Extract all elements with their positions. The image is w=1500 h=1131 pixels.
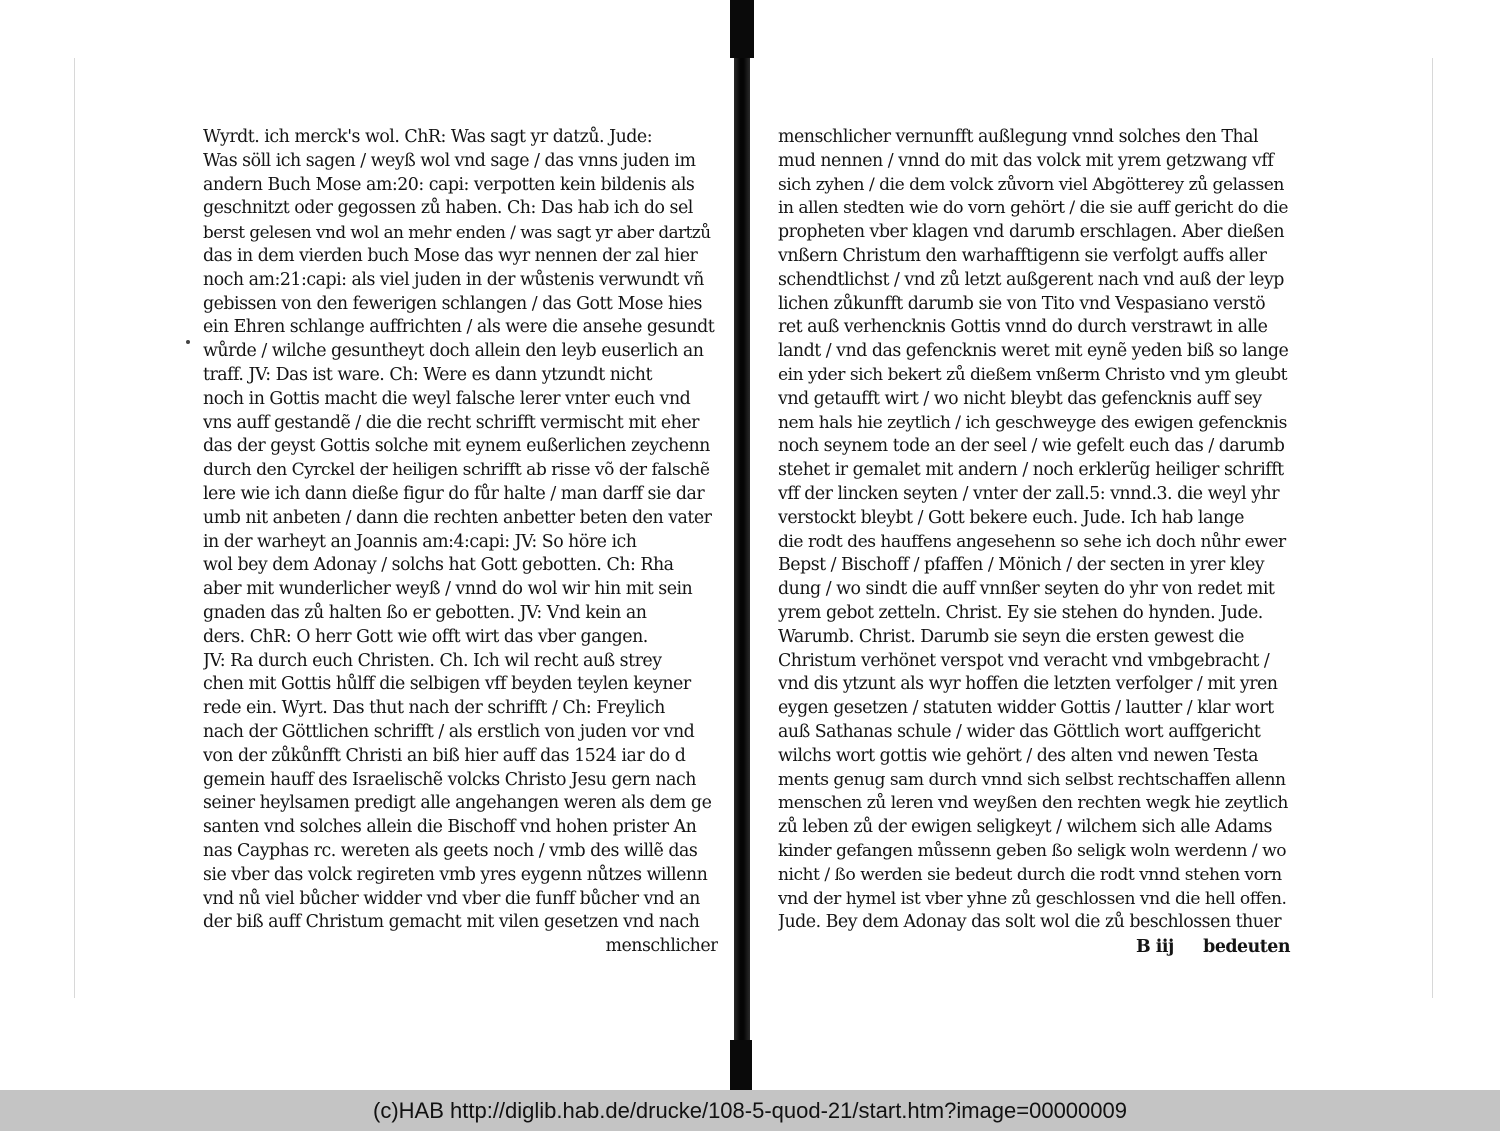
book-gutter bbox=[734, 0, 750, 1090]
left-page-text bbox=[203, 126, 718, 959]
right-page-line: eygen gesetzen / statuten widder Gottis / lautter / klar wort bbox=[778, 698, 1274, 719]
right-page-edge bbox=[1432, 58, 1433, 998]
left-page-line: das der geyst Gottis solche mit eynem eußerlichen zeychenn bbox=[203, 436, 710, 457]
left-page-line: ein Ehren schlange auffrichten / als were die ansehe gesundt bbox=[203, 317, 715, 338]
right-page-line: nicht / ßo werden sie bedeut durch die rodt vnnd stehen vorn bbox=[778, 864, 1282, 885]
right-page-line: auß Sathanas schule / wider das Göttlich wort auffgericht bbox=[778, 721, 1261, 742]
right-page-line: Christum verhönet verspot vnd veracht vnd vmbgebracht / bbox=[778, 650, 1270, 671]
right-page-line: vnßern Christum den warhafftigenn sie verfolgt auffs aller bbox=[778, 245, 1267, 266]
right-page-line: ments genug sam durch vnnd sich selbst rechtschaffen allenn bbox=[778, 769, 1286, 790]
left-page-line: gemein hauff des Israelischẽ volcks Christo Jesu gern nach bbox=[203, 769, 696, 790]
left-page-line: chen mit Gottis hůlff die selbigen vff beyden teylen keyner bbox=[203, 674, 691, 695]
left-page-line: santen vnd solches allein die Bischoff vnd hohen prister An bbox=[203, 817, 697, 838]
right-page-line: landt / vnd das gefencknis weret mit eynẽ yeden biß so lange bbox=[778, 341, 1289, 362]
left-page-line: wůrde / wilche gesuntheyt doch allein den leyb euserlich an bbox=[203, 341, 704, 362]
right-page-line: mud nennen / vnnd do mit das volck mit yrem getzwang vff bbox=[778, 150, 1274, 171]
right-page-line: in allen stedten wie do vorn gehört / die sie auff gericht do die bbox=[778, 198, 1288, 219]
left-page-line: aber mit wunderlicher weyß / vnnd do wol wir hin mit sein bbox=[203, 579, 693, 600]
right-page-line: schendtlichst / vnd zů letzt außgerent nach vnd auß der leyp bbox=[778, 269, 1284, 290]
left-page-line: gebissen von den fewerigen schlangen / das Gott Mose hies bbox=[203, 293, 702, 314]
left-page-line: geschnitzt oder gegossen zů haben. Ch: Das hab ich do sel bbox=[203, 198, 693, 219]
right-page-line: zů leben zů der ewigen seligkeyt / wilchem sich alle Adams bbox=[778, 817, 1272, 838]
right-page-line: ein yder sich bekert zů dießem vnßerm Christo vnd ym gleubt bbox=[778, 364, 1288, 385]
left-page-line: traff. JV: Das ist ware. Ch: Were es dann ytzundt nicht bbox=[203, 364, 652, 385]
catchword: bedeuten bbox=[1203, 937, 1290, 957]
left-page-line: von der zůkůnfft Christi an biß hier auff das 1524 iar do d bbox=[203, 745, 686, 766]
right-page-line: verstockt bleybt / Gott bekere euch. Jude. Ich hab lange bbox=[778, 507, 1244, 528]
left-page-line: JV: Ra durch euch Christen. Ch. Ich wil recht auß strey bbox=[203, 650, 662, 671]
left-page-line: nas Cayphas rc. wereten als geets noch / vmb des willẽ das bbox=[203, 840, 698, 861]
left-page-line: vnd nů viel bůcher widder vnd vber die funff bůcher vnd an bbox=[203, 888, 700, 909]
right-page-footer-line bbox=[1136, 937, 1290, 957]
right-page-line: die rodt des hauffens angesehenn so sehe ich doch nůhr ewer bbox=[778, 531, 1286, 552]
right-page-line: sich zyhen / die dem volck zůvorn viel Abgötterey zů gelassen bbox=[778, 174, 1284, 195]
gutter-bottom-shadow bbox=[730, 1040, 752, 1090]
left-page-line: seiner heylsamen predigt alle angehangen weren als dem ge bbox=[203, 793, 712, 814]
left-page-line: nach der Göttlichen schrifft / als erstlich von juden vor vnd bbox=[203, 721, 695, 742]
left-page-line: Was söll ich sagen / weyß wol vnd sage / das vnns juden im bbox=[203, 150, 696, 171]
left-page-line: ders. ChR: O herr Gott wie offt wirt das vber gangen. bbox=[203, 626, 648, 647]
right-page-line: dung / wo sindt die auff vnnßer seyten do yhr von redet mit bbox=[778, 579, 1275, 600]
right-page-line: stehet ir gemalet mit andern / noch erklerũg heiliger schrifft bbox=[778, 460, 1284, 481]
left-page-line: andern Buch Mose am:20: capi: verpotten kein bildenis als bbox=[203, 174, 695, 195]
margin-speck bbox=[186, 340, 190, 344]
left-page-line: vns auff gestandẽ / die die recht schrifft vermischt mit eher bbox=[203, 412, 699, 433]
gutter-top-shadow bbox=[730, 0, 754, 58]
left-page-line: umb nit anbeten / dann die rechten anbetter beten den vater bbox=[203, 507, 712, 528]
left-page-line: berst gelesen vnd wol an mehr enden / was sagt yr aber dartzů bbox=[203, 222, 711, 243]
right-page-line: kinder gefangen můssenn geben ßo seligk woln werdenn / wo bbox=[778, 840, 1287, 861]
left-page-line: gnaden das zů halten ßo er gebotten. JV: Vnd kein an bbox=[203, 602, 647, 623]
left-page-line: sie vber das volck regireten vmb yres eygenn nůtzes willenn bbox=[203, 864, 708, 885]
right-page-line: vnd dis ytzunt als wyr hoffen die letzten verfolger / mit yren bbox=[778, 674, 1278, 695]
footer-credit: (c)HAB http://diglib.hab.de/drucke/108-5-quod-21/start.htm?image=00000009 bbox=[373, 1097, 1127, 1123]
right-page-line: Bepst / Bischoff / pfaffen / Mönich / der secten in yrer kley bbox=[778, 555, 1265, 576]
left-page-line: durch den Cyrckel der heiligen schrifft ab risse võ der falschẽ bbox=[203, 460, 710, 481]
left-page-line: menschlicher bbox=[605, 936, 718, 957]
right-page-line: vnd getaufft wirt / wo nicht bleybt das gefencknis auff sey bbox=[778, 388, 1262, 409]
right-page-line: Warumb. Christ. Darumb sie seyn die ersten gewest die bbox=[778, 626, 1244, 647]
left-page-line: rede ein. Wyrt. Das thut nach der schrifft / Ch: Freylich bbox=[203, 698, 665, 719]
left-page-line: der biß auff Christum gemacht mit vilen gesetzen vnd nach bbox=[203, 912, 700, 933]
right-page-line: propheten vber klagen vnd darumb erschlagen. Aber dießen bbox=[778, 222, 1285, 243]
right-page-line: nem hals hie zeytlich / ich geschweyge des ewigen gefencknis bbox=[778, 412, 1287, 433]
signature-mark: B iij bbox=[1136, 937, 1174, 957]
right-page-line: wilchs wort gottis wie gehört / des alten vnd newen Testa bbox=[778, 745, 1258, 766]
right-page-line: noch seynem tode an der seel / wie gefelt euch das / darumb bbox=[778, 436, 1285, 457]
right-page-line: vff der lincken seyten / vnter der zall.5: vnnd.3. die weyl yhr bbox=[778, 483, 1280, 504]
footer-bar bbox=[0, 1090, 1500, 1131]
right-page-line: lichen zůkunfft darumb sie von Tito vnd Vespasiano verstö bbox=[778, 293, 1266, 314]
left-page-line: lere wie ich dann dieße figur do fůr halte / man darff sie dar bbox=[203, 483, 705, 504]
left-page-line: das in dem vierden buch Mose das wyr nennen der zal hier bbox=[203, 245, 698, 266]
right-page-line: vnd der hymel ist vber yhne zů geschlossen vnd die hell offen. bbox=[778, 888, 1287, 909]
left-page-line: in der warheyt an Joannis am:4:capi: JV: So höre ich bbox=[203, 531, 637, 552]
left-page-line: noch in Gottis macht die weyl falsche lerer vnter euch vnd bbox=[203, 388, 691, 409]
right-page-line: yrem gebot zetteln. Christ. Ey sie stehen do hynden. Jude. bbox=[778, 602, 1263, 623]
left-page-edge bbox=[74, 58, 75, 998]
left-page-line: noch am:21:capi: als viel juden in der wůstenis verwundt vñ bbox=[203, 269, 704, 290]
right-page-line: menschlicher vernunfft außlegung vnnd solches den Thal bbox=[778, 127, 1259, 147]
left-page-line: Wyrdt. ich merck's wol. ChR: Was sagt yr datzů. Jude: bbox=[203, 127, 653, 147]
left-page-line: wol bey dem Adonay / solchs hat Gott gebotten. Ch: Rha bbox=[203, 555, 674, 576]
right-page-line: ret auß verhencknis Gottis vnnd do durch verstrawt in alle bbox=[778, 317, 1268, 338]
right-page-text bbox=[778, 126, 1290, 935]
right-page-line: menschen zů leren vnd weyßen den rechten wegk hie zeytlich bbox=[778, 793, 1288, 814]
right-page-line: Jude. Bey dem Adonay das solt wol die zů beschlossen thuer bbox=[778, 912, 1282, 933]
